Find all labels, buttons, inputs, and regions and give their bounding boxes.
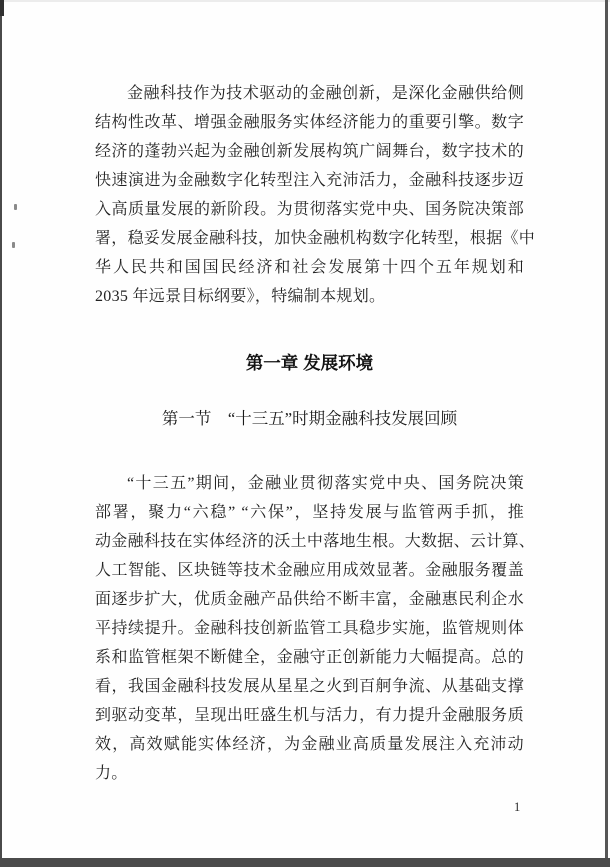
paragraph-line: 系和监管框架不断健全，金融守正创新能力大幅提高。总的: [95, 649, 524, 666]
paragraph-line: “十三五”期间，金融业贯彻落实党中央、国务院决策: [127, 475, 524, 492]
paragraph-line: 署，稳妥发展金融科技，加快金融机构数字化转型，根据《中: [95, 230, 536, 247]
paragraph-line: 效，高效赋能实体经济，为金融业高质量发展注入充沛动力。: [95, 736, 524, 782]
paragraph-line: 平持续提升。金融科技创新监管工具稳步实施，监管规则体: [95, 620, 524, 637]
paragraph-review: [95, 469, 536, 782]
scan-edge-top: [0, 0, 610, 2]
scan-edge-left: [0, 0, 2, 867]
chapter-heading: 第一章 发展环境: [245, 353, 374, 373]
document-body: [95, 79, 536, 782]
paragraph-line: 金融科技作为技术驱动的金融创新，是深化金融供给侧: [127, 85, 524, 102]
paragraph-line: 快速演进为金融数字化转型注入充沛活力，金融科技逐步迈: [95, 172, 524, 189]
paragraph-line: 华人民共和国国民经济和社会发展第十四个五年规划和: [95, 259, 524, 276]
paragraph-line: 部署，聚力“六稳” “六保”，坚持发展与监管两手抓，推: [95, 504, 524, 521]
scan-corner-mark: [0, 0, 4, 16]
scan-speck: [14, 204, 17, 210]
paragraph-line: 动金融科技在实体经济的沃土中落地生根。大数据、云计算、: [95, 533, 536, 550]
scan-edge-bottom: [0, 858, 610, 867]
paragraph-line: 2035 年远景目标纲要》，特编制本规划。: [95, 288, 386, 305]
scan-speck: [12, 242, 15, 248]
section-heading: 第一节 “十三五”时期金融科技发展回顾: [161, 409, 458, 428]
paragraph-line: 人工智能、区块链等技术金融应用成效显著。金融服务覆盖: [95, 562, 524, 579]
paragraph-line: 入高质量发展的新阶段。为贯彻落实党中央、国务院决策部: [95, 201, 524, 218]
paragraph-intro: [95, 79, 536, 311]
paragraph-line: 看，我国金融科技发展从星星之火到百舸争流、从基础支撑: [95, 678, 524, 695]
paragraph-line: 经济的蓬勃兴起为金融创新发展构筑广阔舞台，数字技术的: [95, 143, 524, 160]
page-number: 1: [514, 800, 521, 814]
scan-edge-right: [605, 0, 608, 867]
paragraph-line: 结构性改革、增强金融服务实体经济能力的重要引擎。数字: [95, 114, 524, 131]
paragraph-line: 面逐步扩大，优质金融产品供给不断丰富，金融惠民利企水: [95, 591, 524, 608]
paragraph-line: 到驱动变革，呈现出旺盛生机与活力，有力提升金融服务质: [95, 707, 524, 724]
